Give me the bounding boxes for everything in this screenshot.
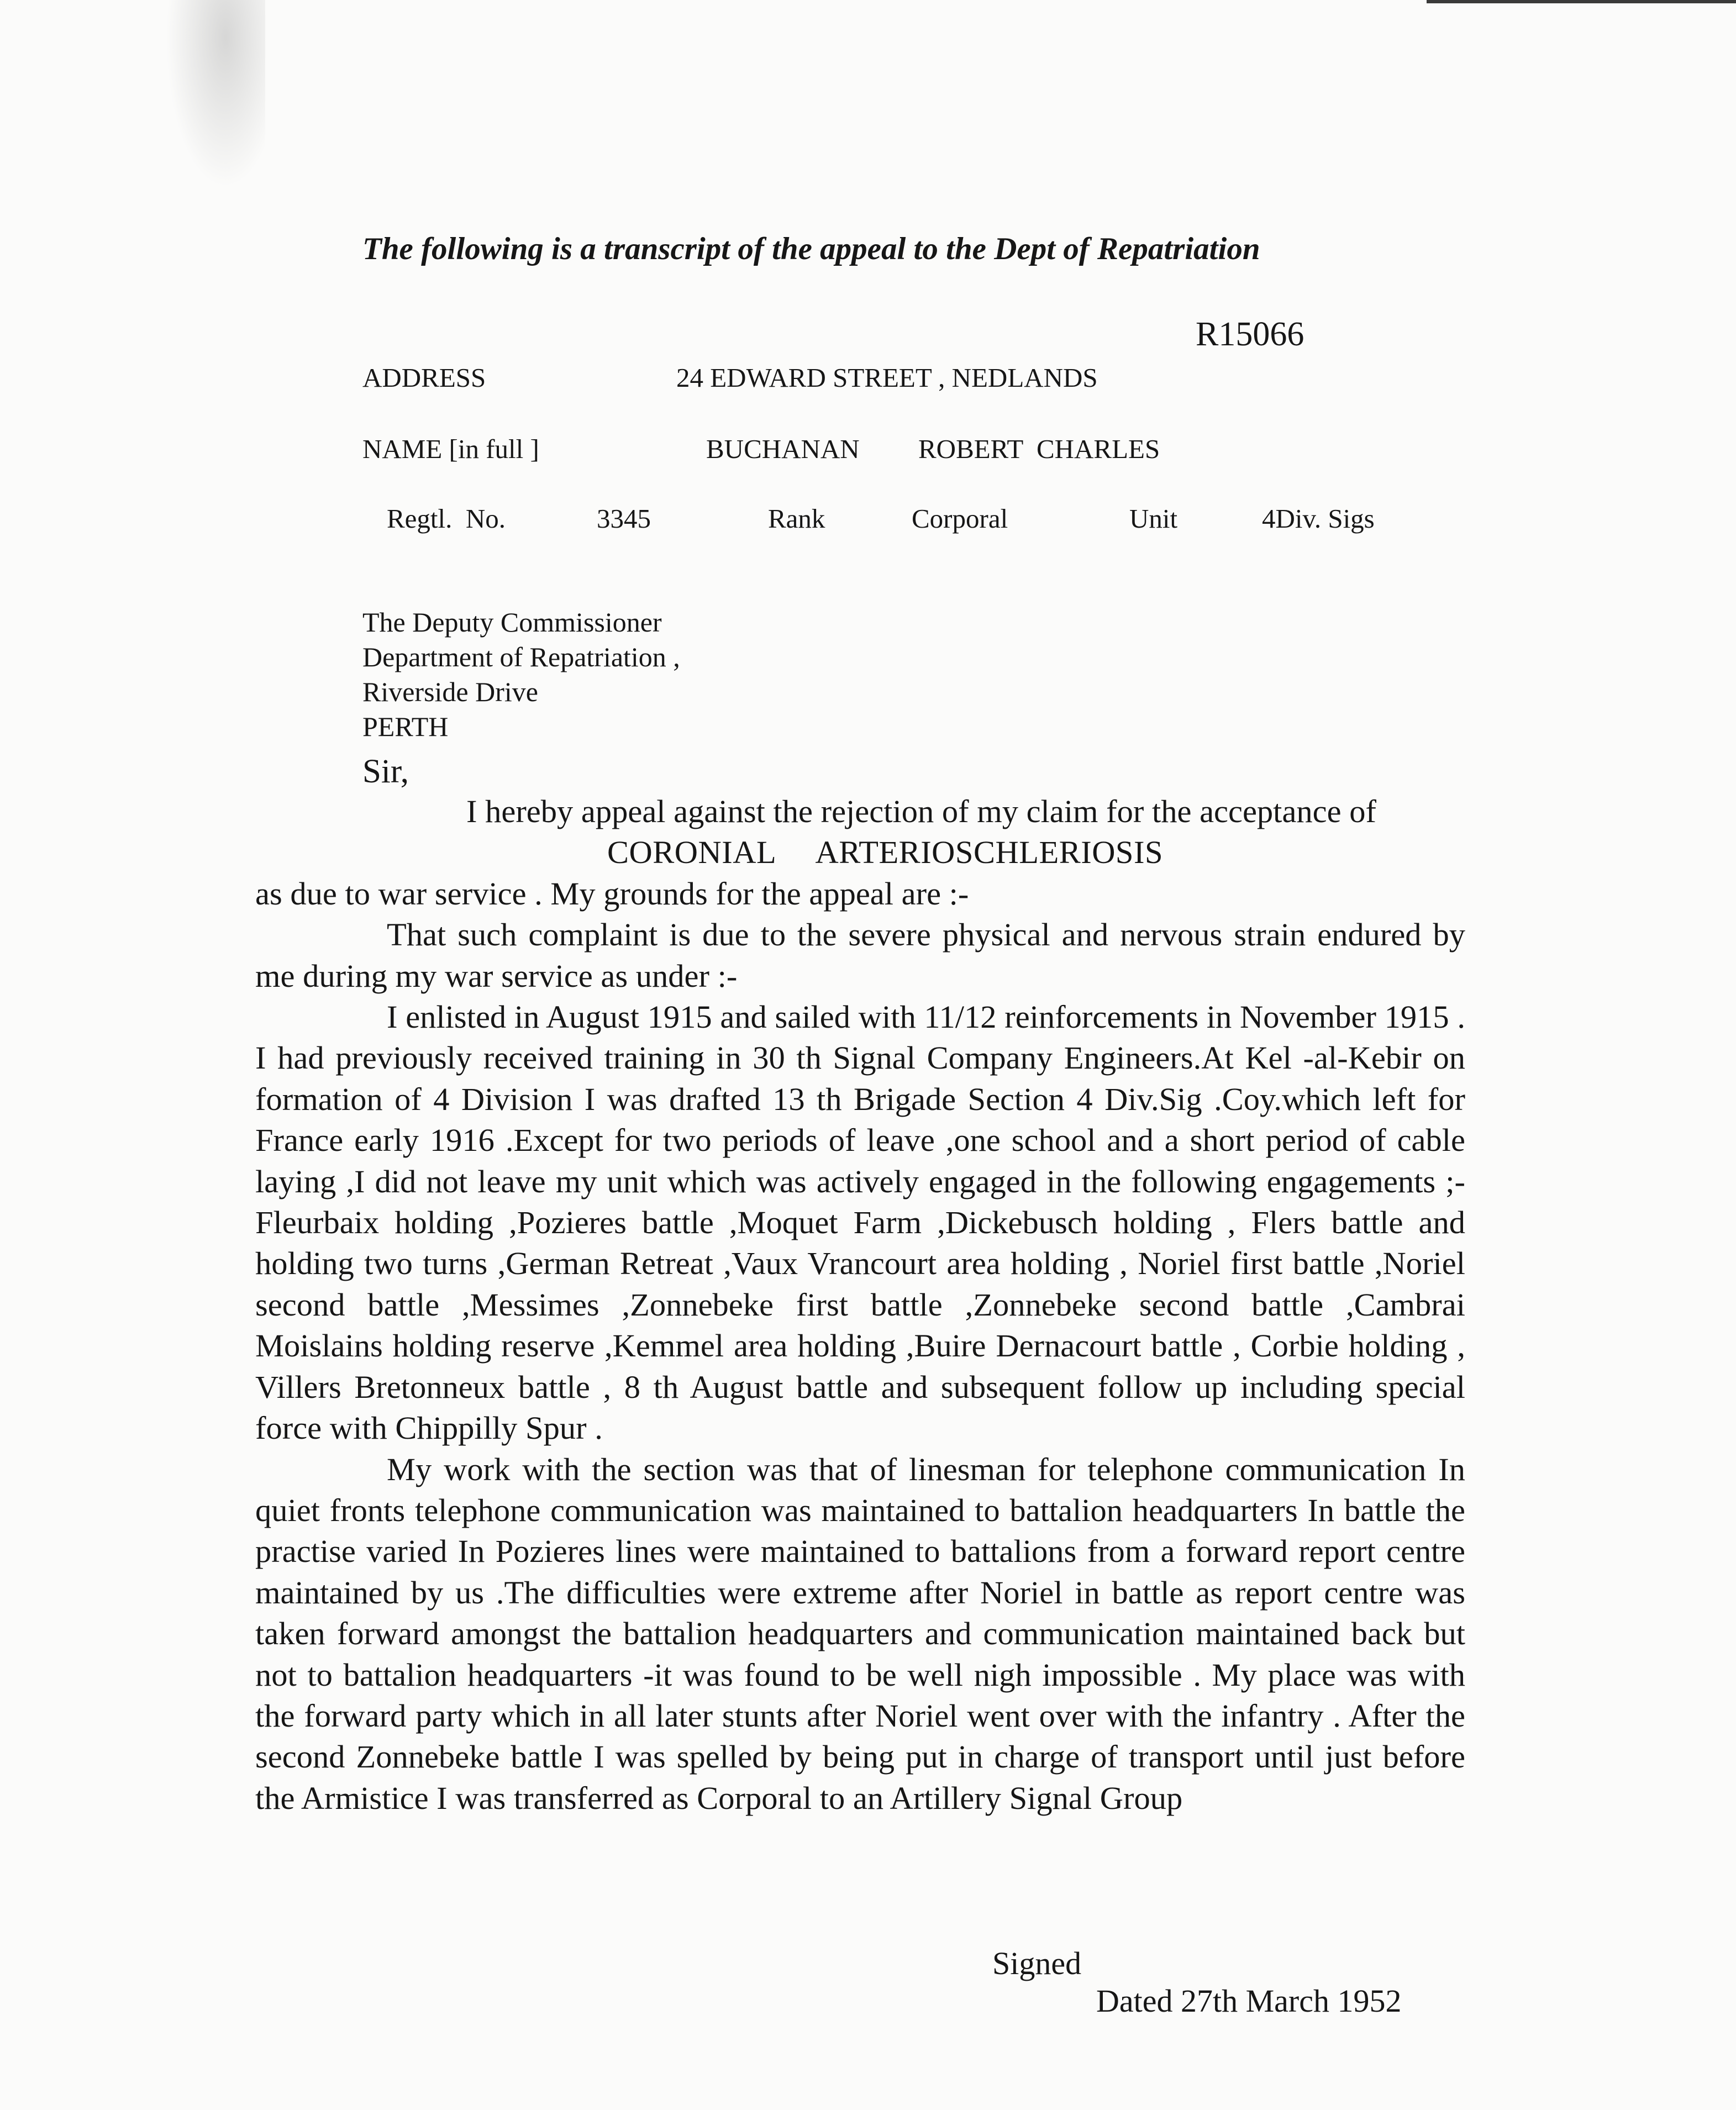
rank-value: Corporal	[912, 503, 1008, 534]
recipient-line: Department of Repatriation ,	[362, 641, 680, 672]
address-label: ADDRESS	[362, 362, 486, 393]
regtl-label: Regtl. No.	[387, 503, 506, 534]
unit-label: Unit	[1129, 503, 1178, 534]
date-line: Dated 27th March 1952	[1096, 1983, 1402, 2019]
recipient-address	[362, 605, 680, 744]
name-given: ROBERT CHARLES	[918, 434, 1160, 464]
address-value: 24 EDWARD STREET , NEDLANDS	[676, 362, 1098, 393]
recipient-line: Riverside Drive	[362, 676, 538, 707]
recipient-line: PERTH	[362, 711, 449, 742]
scan-edge	[1427, 0, 1736, 3]
name-label: NAME [in full ]	[362, 434, 539, 464]
grounds-line: as due to war service . My grounds for the appeal are :-	[255, 875, 969, 912]
unit-value: 4Div. Sigs	[1262, 503, 1375, 534]
paragraph: I enlisted in August 1915 and sailed with 11/12 reinforcements in November 1915 . I had previously received training in 30 th Signal Company Engineers.At Kel -al-Kebir on formation of 4 Division I was drafted 13 th Brigade Section 4 Div.Sig .Coy.which left for France early 1916 .Except for two periods of leave ,one school and a short period of cable laying ,I did not leave my unit which was actively engaged in the following engagements ;- Fleurbaix holding ,Pozieres battle ,Moquet Farm ,Dickebusch holding , Flers battle and holding two turns ,German Retreat ,Vaux Vrancourt area holding , Noriel first battle ,Noriel second battle ,Messimes ,Zonnebeke first battle ,Zonnebeke second battle ,Cambrai Moislains holding reserve ,Kemmel area holding ,Buire Dernacourt battle , Corbie holding , Villers Bretonneux battle , 8 th August battle and subsequent follow up including special force with Chippilly Spur .	[255, 999, 1465, 1446]
document-heading: The following is a transcript of the appeal to the Dept of Repatriation	[362, 231, 1260, 266]
condition-name: CORONIAL ARTERIOSCHLERIOSIS	[607, 834, 1163, 871]
paragraph: That such complaint is due to the severe physical and nervous strain endured by me during my war service as under :-	[255, 917, 1465, 994]
name-surname: BUCHANAN	[706, 434, 860, 464]
reference-number: R15066	[1196, 315, 1304, 353]
paragraph: My work with the section was that of linesman for telephone communication In quiet fronts telephone communication was maintained to battalion headquarters In battle the practise varied In Pozieres lines were maintained to battalions from a forward report centre maintained by us .The difficulties were extreme after Noriel in battle as report centre was taken forward amongst the battalion headquarters and communication maintained back but not to battalion headquarters -it was found to be well nigh impossible . My place was with the forward party which in all later stunts after Noriel went over with the infantry . After the second Zonnebeke battle I was spelled by being put in charge of transport until just before the Armistice I was transferred as Corporal to an Artillery Signal Group	[255, 1451, 1465, 1816]
recipient-line: The Deputy Commissioner	[362, 607, 662, 638]
salutation: Sir,	[362, 753, 409, 790]
scan-shadow	[166, 0, 265, 188]
rank-label: Rank	[768, 503, 825, 534]
letter-body	[255, 791, 1465, 1819]
regtl-value: 3345	[597, 503, 651, 534]
opening-line: I hereby appeal against the rejection of my claim for the acceptance of	[466, 793, 1376, 829]
signed-label: Signed	[992, 1945, 1082, 1981]
